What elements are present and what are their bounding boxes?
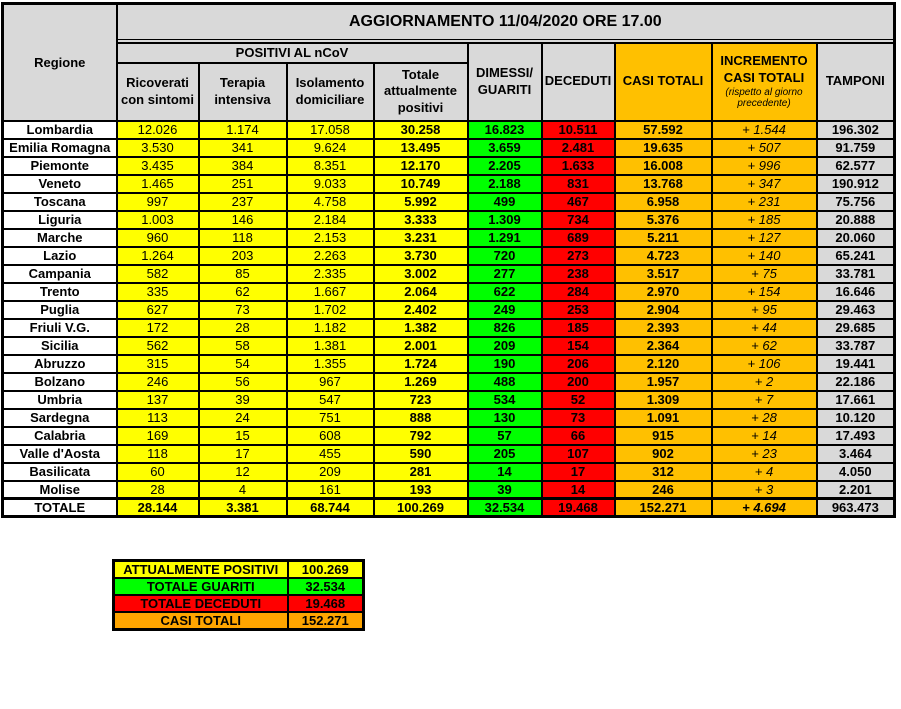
cell-tamponi: 17.493 <box>817 427 895 445</box>
summary-row <box>114 561 364 579</box>
cell-ricoverati: 28 <box>117 481 199 499</box>
cell-isolamento: 2.153 <box>287 229 374 247</box>
cell-casi-totali: 4.723 <box>615 247 712 265</box>
cell-regione: Lazio <box>3 247 117 265</box>
cell-regione: Umbria <box>3 391 117 409</box>
cell-regione: Valle d'Aosta <box>3 445 117 463</box>
cell-isolamento: 1.381 <box>287 337 374 355</box>
cell-isolamento: 8.351 <box>287 157 374 175</box>
cell-incremento: + 185 <box>712 211 817 229</box>
cell-isolamento: 9.624 <box>287 139 374 157</box>
cell-tamponi: 33.787 <box>817 337 895 355</box>
cell-dimessi-guariti: 32.534 <box>468 499 542 517</box>
cell-ricoverati: 997 <box>117 193 199 211</box>
cell-regione: Liguria <box>3 211 117 229</box>
cell-incremento: + 62 <box>712 337 817 355</box>
cell-tamponi: 29.685 <box>817 319 895 337</box>
table-row <box>3 301 895 319</box>
table-row <box>3 211 895 229</box>
cell-incremento: + 44 <box>712 319 817 337</box>
cell-casi-totali: 152.271 <box>615 499 712 517</box>
table-row <box>3 139 895 157</box>
cell-isolamento: 161 <box>287 481 374 499</box>
cell-terapia-intensiva: 384 <box>199 157 287 175</box>
summary-row <box>114 595 364 612</box>
cell-terapia-intensiva: 85 <box>199 265 287 283</box>
cell-regione: Trento <box>3 283 117 301</box>
cell-dimessi-guariti: 205 <box>468 445 542 463</box>
cell-terapia-intensiva: 237 <box>199 193 287 211</box>
cell-dimessi-guariti: 720 <box>468 247 542 265</box>
cell-totale-positivi: 792 <box>374 427 468 445</box>
table-row <box>3 481 895 499</box>
cell-incremento: + 4.694 <box>712 499 817 517</box>
cell-regione: Veneto <box>3 175 117 193</box>
cell-casi-totali: 3.517 <box>615 265 712 283</box>
cell-casi-totali: 16.008 <box>615 157 712 175</box>
cell-tamponi: 33.781 <box>817 265 895 283</box>
cell-dimessi-guariti: 39 <box>468 481 542 499</box>
cell-isolamento: 2.263 <box>287 247 374 265</box>
cell-terapia-intensiva: 341 <box>199 139 287 157</box>
cell-dimessi-guariti: 534 <box>468 391 542 409</box>
cell-terapia-intensiva: 54 <box>199 355 287 373</box>
cell-tamponi: 19.441 <box>817 355 895 373</box>
cell-terapia-intensiva: 203 <box>199 247 287 265</box>
table-row <box>3 193 895 211</box>
cell-ricoverati: 3.530 <box>117 139 199 157</box>
incremento-header <box>712 43 817 121</box>
cell-isolamento: 1.702 <box>287 301 374 319</box>
cell-tamponi: 190.912 <box>817 175 895 193</box>
cell-isolamento: 547 <box>287 391 374 409</box>
cell-dimessi-guariti: 130 <box>468 409 542 427</box>
cell-tamponi: 4.050 <box>817 463 895 481</box>
cell-ricoverati: 60 <box>117 463 199 481</box>
summary-label: TOTALE DECEDUTI <box>114 595 288 612</box>
table-row <box>3 121 895 139</box>
cell-regione: Lombardia <box>3 121 117 139</box>
cell-deceduti: 154 <box>542 337 615 355</box>
cell-ricoverati: 172 <box>117 319 199 337</box>
cell-dimessi-guariti: 3.659 <box>468 139 542 157</box>
cell-deceduti: 206 <box>542 355 615 373</box>
cell-casi-totali: 5.376 <box>615 211 712 229</box>
summary-value: 152.271 <box>288 612 364 630</box>
cell-incremento: + 996 <box>712 157 817 175</box>
cell-casi-totali: 6.958 <box>615 193 712 211</box>
summary-label: TOTALE GUARITI <box>114 578 288 595</box>
incremento-header-label: INCREMENTO CASI TOTALI <box>720 53 808 85</box>
cell-tamponi: 62.577 <box>817 157 895 175</box>
cell-terapia-intensiva: 39 <box>199 391 287 409</box>
cell-ricoverati: 1.003 <box>117 211 199 229</box>
totale-positivi-header: Totale attualmente positivi <box>374 63 468 121</box>
cell-terapia-intensiva: 73 <box>199 301 287 319</box>
dimessi-guariti-header: DIMESSI/ GUARITI <box>468 43 542 121</box>
table-row <box>3 463 895 481</box>
cell-totale-positivi: 1.269 <box>374 373 468 391</box>
cell-isolamento: 68.744 <box>287 499 374 517</box>
cell-tamponi: 3.464 <box>817 445 895 463</box>
cell-ricoverati: 335 <box>117 283 199 301</box>
cell-regione: Bolzano <box>3 373 117 391</box>
table-row <box>3 319 895 337</box>
summary-value: 32.534 <box>288 578 364 595</box>
cell-tamponi: 16.646 <box>817 283 895 301</box>
cell-totale-positivi: 590 <box>374 445 468 463</box>
cell-incremento: + 106 <box>712 355 817 373</box>
cell-ricoverati: 12.026 <box>117 121 199 139</box>
cell-incremento: + 1.544 <box>712 121 817 139</box>
cell-dimessi-guariti: 14 <box>468 463 542 481</box>
table-title: AGGIORNAMENTO 11/04/2020 ORE 17.00 <box>117 4 895 40</box>
cell-ricoverati: 169 <box>117 427 199 445</box>
cell-regione: Piemonte <box>3 157 117 175</box>
cell-isolamento: 967 <box>287 373 374 391</box>
cell-regione: Basilicata <box>3 463 117 481</box>
cell-isolamento: 209 <box>287 463 374 481</box>
summary-table <box>112 559 365 631</box>
cell-terapia-intensiva: 28 <box>199 319 287 337</box>
cell-regione: Puglia <box>3 301 117 319</box>
cell-totale-positivi: 3.333 <box>374 211 468 229</box>
table-header <box>3 4 895 121</box>
ricoverati-header: Ricoverati con sintomi <box>117 63 199 121</box>
isolamento-header: Isolamento domiciliare <box>287 63 374 121</box>
cell-casi-totali: 19.635 <box>615 139 712 157</box>
cell-deceduti: 52 <box>542 391 615 409</box>
cell-dimessi-guariti: 249 <box>468 301 542 319</box>
cell-deceduti: 238 <box>542 265 615 283</box>
cell-deceduti: 14 <box>542 481 615 499</box>
summary-row <box>114 578 364 595</box>
cell-isolamento: 1.355 <box>287 355 374 373</box>
cell-terapia-intensiva: 118 <box>199 229 287 247</box>
tamponi-header: TAMPONI <box>817 43 895 121</box>
group-header-row <box>3 43 895 63</box>
summary-label: CASI TOTALI <box>114 612 288 630</box>
cell-dimessi-guariti: 16.823 <box>468 121 542 139</box>
cell-dimessi-guariti: 277 <box>468 265 542 283</box>
table-row <box>3 373 895 391</box>
cell-tamponi: 20.060 <box>817 229 895 247</box>
cell-isolamento: 608 <box>287 427 374 445</box>
cell-tamponi: 20.888 <box>817 211 895 229</box>
cell-dimessi-guariti: 209 <box>468 337 542 355</box>
cell-regione: Sardegna <box>3 409 117 427</box>
cell-casi-totali: 2.970 <box>615 283 712 301</box>
cell-casi-totali: 312 <box>615 463 712 481</box>
cell-dimessi-guariti: 499 <box>468 193 542 211</box>
cell-tamponi: 75.756 <box>817 193 895 211</box>
cell-terapia-intensiva: 58 <box>199 337 287 355</box>
cell-regione: Campania <box>3 265 117 283</box>
cell-casi-totali: 1.309 <box>615 391 712 409</box>
cell-incremento: + 14 <box>712 427 817 445</box>
cell-tamponi: 29.463 <box>817 301 895 319</box>
cell-regione: Emilia Romagna <box>3 139 117 157</box>
cell-casi-totali: 1.957 <box>615 373 712 391</box>
cell-incremento: + 4 <box>712 463 817 481</box>
cell-tamponi: 22.186 <box>817 373 895 391</box>
cell-ricoverati: 627 <box>117 301 199 319</box>
cell-terapia-intensiva: 1.174 <box>199 121 287 139</box>
table-row <box>3 157 895 175</box>
cell-regione: Abruzzo <box>3 355 117 373</box>
cell-totale-positivi: 281 <box>374 463 468 481</box>
cell-dimessi-guariti: 2.188 <box>468 175 542 193</box>
cell-terapia-intensiva: 3.381 <box>199 499 287 517</box>
cell-deceduti: 689 <box>542 229 615 247</box>
cell-dimessi-guariti: 1.309 <box>468 211 542 229</box>
cell-deceduti: 66 <box>542 427 615 445</box>
cell-ricoverati: 1.465 <box>117 175 199 193</box>
cell-deceduti: 107 <box>542 445 615 463</box>
cell-ricoverati: 3.435 <box>117 157 199 175</box>
cell-ricoverati: 246 <box>117 373 199 391</box>
table-row <box>3 265 895 283</box>
cell-terapia-intensiva: 146 <box>199 211 287 229</box>
cell-totale-positivi: 13.495 <box>374 139 468 157</box>
cell-incremento: + 347 <box>712 175 817 193</box>
cell-isolamento: 1.182 <box>287 319 374 337</box>
cell-dimessi-guariti: 622 <box>468 283 542 301</box>
deceduti-header: DECEDUTI <box>542 43 615 121</box>
table-row <box>3 175 895 193</box>
cell-totale-positivi: 3.002 <box>374 265 468 283</box>
cell-totale-positivi: 3.231 <box>374 229 468 247</box>
cell-regione: Marche <box>3 229 117 247</box>
cell-ricoverati: 118 <box>117 445 199 463</box>
cell-isolamento: 2.184 <box>287 211 374 229</box>
cell-casi-totali: 246 <box>615 481 712 499</box>
cell-incremento: + 140 <box>712 247 817 265</box>
cell-isolamento: 751 <box>287 409 374 427</box>
cell-incremento: + 127 <box>712 229 817 247</box>
cell-totale-positivi: 5.992 <box>374 193 468 211</box>
cell-deceduti: 10.511 <box>542 121 615 139</box>
cell-incremento: + 154 <box>712 283 817 301</box>
cell-dimessi-guariti: 190 <box>468 355 542 373</box>
cell-totale-positivi: 888 <box>374 409 468 427</box>
cell-isolamento: 2.335 <box>287 265 374 283</box>
cell-casi-totali: 2.904 <box>615 301 712 319</box>
cell-deceduti: 200 <box>542 373 615 391</box>
cell-ricoverati: 562 <box>117 337 199 355</box>
cell-terapia-intensiva: 4 <box>199 481 287 499</box>
cell-totale-positivi: 723 <box>374 391 468 409</box>
cell-incremento: + 507 <box>712 139 817 157</box>
cell-deceduti: 831 <box>542 175 615 193</box>
covid-regions-table <box>1 2 896 518</box>
cell-regione: Sicilia <box>3 337 117 355</box>
cell-totale-positivi: 2.001 <box>374 337 468 355</box>
cell-totale-positivi: 100.269 <box>374 499 468 517</box>
cell-deceduti: 2.481 <box>542 139 615 157</box>
cell-ricoverati: 1.264 <box>117 247 199 265</box>
cell-deceduti: 17 <box>542 463 615 481</box>
cell-dimessi-guariti: 488 <box>468 373 542 391</box>
cell-ricoverati: 315 <box>117 355 199 373</box>
cell-regione: Toscana <box>3 193 117 211</box>
cell-terapia-intensiva: 12 <box>199 463 287 481</box>
cell-regione: Friuli V.G. <box>3 319 117 337</box>
cell-tamponi: 963.473 <box>817 499 895 517</box>
table-row <box>3 427 895 445</box>
summary-label: ATTUALMENTE POSITIVI <box>114 561 288 579</box>
table-row <box>3 337 895 355</box>
cell-totale-positivi: 2.402 <box>374 301 468 319</box>
table-body <box>3 121 895 517</box>
cell-ricoverati: 960 <box>117 229 199 247</box>
cell-tamponi: 10.120 <box>817 409 895 427</box>
cell-tamponi: 196.302 <box>817 121 895 139</box>
casi-totali-header: CASI TOTALI <box>615 43 712 121</box>
cell-casi-totali: 902 <box>615 445 712 463</box>
cell-casi-totali: 2.120 <box>615 355 712 373</box>
cell-tamponi: 65.241 <box>817 247 895 265</box>
cell-terapia-intensiva: 17 <box>199 445 287 463</box>
cell-totale-positivi: 193 <box>374 481 468 499</box>
cell-dimessi-guariti: 2.205 <box>468 157 542 175</box>
cell-ricoverati: 582 <box>117 265 199 283</box>
cell-totale-positivi: 10.749 <box>374 175 468 193</box>
cell-totale-positivi: 3.730 <box>374 247 468 265</box>
cell-dimessi-guariti: 1.291 <box>468 229 542 247</box>
cell-casi-totali: 57.592 <box>615 121 712 139</box>
cell-totale-positivi: 12.170 <box>374 157 468 175</box>
positivi-group-header: POSITIVI AL nCoV <box>117 43 468 63</box>
cell-tamponi: 91.759 <box>817 139 895 157</box>
cell-regione: Calabria <box>3 427 117 445</box>
summary-value: 19.468 <box>288 595 364 612</box>
cell-terapia-intensiva: 251 <box>199 175 287 193</box>
cell-dimessi-guariti: 826 <box>468 319 542 337</box>
cell-isolamento: 9.033 <box>287 175 374 193</box>
cell-incremento: + 3 <box>712 481 817 499</box>
cell-regione: Molise <box>3 481 117 499</box>
cell-casi-totali: 13.768 <box>615 175 712 193</box>
cell-incremento: + 7 <box>712 391 817 409</box>
cell-deceduti: 734 <box>542 211 615 229</box>
cell-incremento: + 28 <box>712 409 817 427</box>
cell-deceduti: 19.468 <box>542 499 615 517</box>
summary-row <box>114 612 364 630</box>
cell-terapia-intensiva: 56 <box>199 373 287 391</box>
cell-ricoverati: 113 <box>117 409 199 427</box>
cell-dimessi-guariti: 57 <box>468 427 542 445</box>
table-row <box>3 391 895 409</box>
cell-casi-totali: 915 <box>615 427 712 445</box>
cell-casi-totali: 1.091 <box>615 409 712 427</box>
cell-terapia-intensiva: 24 <box>199 409 287 427</box>
table-row <box>3 229 895 247</box>
cell-ricoverati: 28.144 <box>117 499 199 517</box>
cell-totale-positivi: 2.064 <box>374 283 468 301</box>
table-row <box>3 409 895 427</box>
cell-deceduti: 1.633 <box>542 157 615 175</box>
cell-totale-positivi: 30.258 <box>374 121 468 139</box>
cell-regione: TOTALE <box>3 499 117 517</box>
cell-casi-totali: 2.364 <box>615 337 712 355</box>
table-row <box>3 283 895 301</box>
incremento-header-note: (rispetto al giorno precedente) <box>725 86 803 110</box>
cell-incremento: + 75 <box>712 265 817 283</box>
cell-casi-totali: 5.211 <box>615 229 712 247</box>
cell-deceduti: 73 <box>542 409 615 427</box>
cell-isolamento: 455 <box>287 445 374 463</box>
regione-column-header: Regione <box>3 4 117 121</box>
cell-tamponi: 2.201 <box>817 481 895 499</box>
summary-body <box>114 561 364 630</box>
cell-tamponi: 17.661 <box>817 391 895 409</box>
cell-isolamento: 17.058 <box>287 121 374 139</box>
cell-deceduti: 273 <box>542 247 615 265</box>
page <box>0 2 901 631</box>
title-row <box>3 4 895 40</box>
cell-deceduti: 253 <box>542 301 615 319</box>
cell-isolamento: 4.758 <box>287 193 374 211</box>
table-row <box>3 247 895 265</box>
cell-deceduti: 284 <box>542 283 615 301</box>
cell-totale-positivi: 1.724 <box>374 355 468 373</box>
cell-terapia-intensiva: 15 <box>199 427 287 445</box>
cell-totale-positivi: 1.382 <box>374 319 468 337</box>
totale-row <box>3 499 895 517</box>
cell-casi-totali: 2.393 <box>615 319 712 337</box>
cell-incremento: + 2 <box>712 373 817 391</box>
table-row <box>3 445 895 463</box>
cell-deceduti: 185 <box>542 319 615 337</box>
summary-value: 100.269 <box>288 561 364 579</box>
cell-terapia-intensiva: 62 <box>199 283 287 301</box>
cell-incremento: + 231 <box>712 193 817 211</box>
cell-ricoverati: 137 <box>117 391 199 409</box>
cell-isolamento: 1.667 <box>287 283 374 301</box>
terapia-intensiva-header: Terapia intensiva <box>199 63 287 121</box>
cell-deceduti: 467 <box>542 193 615 211</box>
table-row <box>3 355 895 373</box>
cell-incremento: + 23 <box>712 445 817 463</box>
cell-incremento: + 95 <box>712 301 817 319</box>
